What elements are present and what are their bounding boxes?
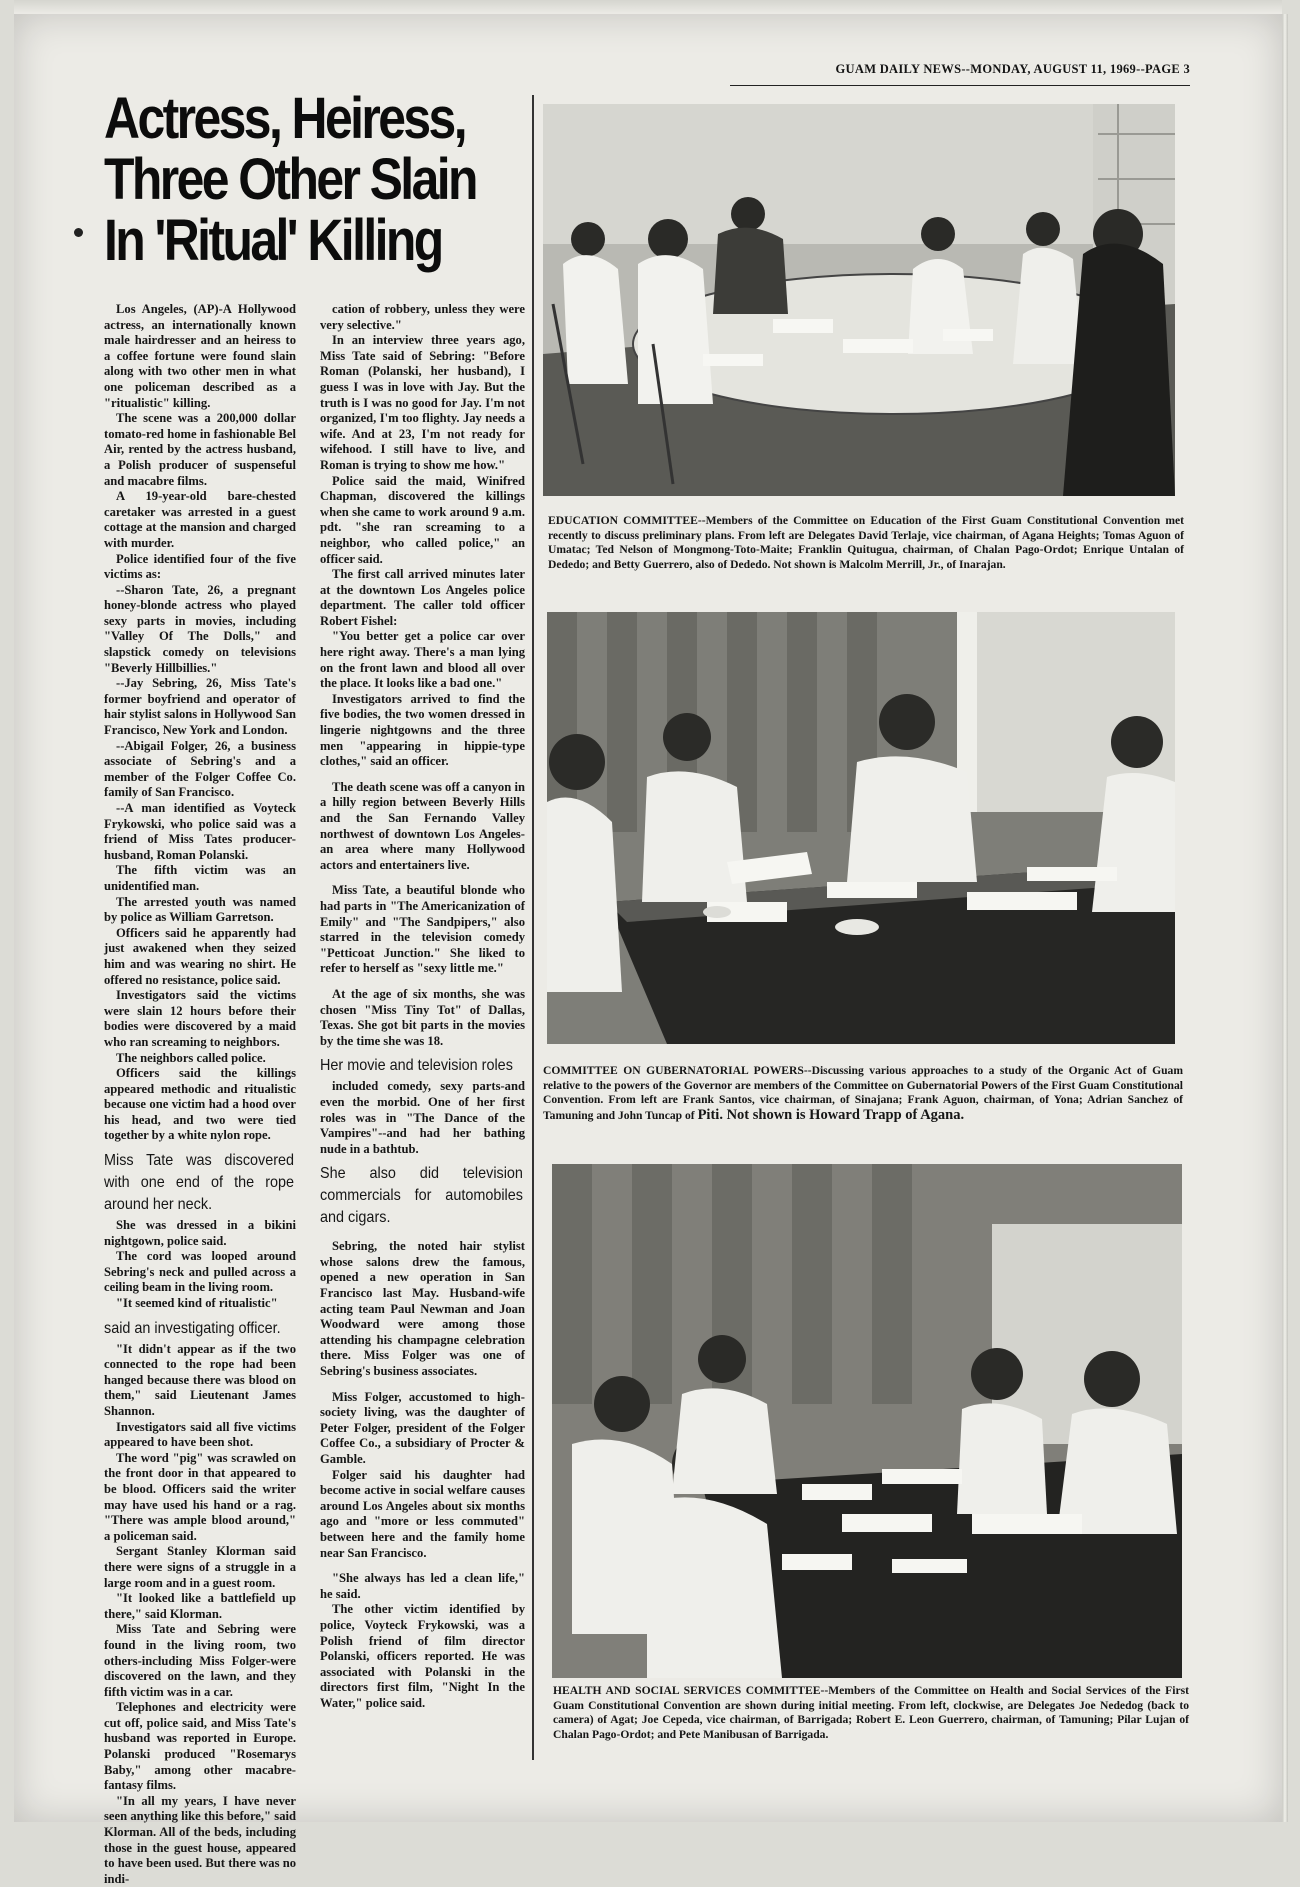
paper-right-edge [1282,14,1288,1822]
caption-health: HEALTH AND SOCIAL SERVICES COMMITTEE--Members of the Committee on Health and Social Services of the First Guam Constitutional Convention are shown during initial meeting. From left, clockwise, are Delegates Joe Nededog (back to camera) of Agat; Joe Cepeda, vice chairman, of Barrigada; Robert E. Leon Guerrero, chairman, of Tamuning; Pilar Lujan of Chalan Pago-Ordot; and Pete Manibusan of Barrigada. [553,1684,1189,1741]
article-paragraph: The cord was looped around Sebring's neck and pulled across a ceiling beam in the living room. [104,1249,296,1295]
article-subhead-2: said an investigating officer. [104,1319,281,1337]
article-paragraph: The arrested youth was named by police as William Garretson. [104,894,296,925]
photo-health-committee [552,1164,1182,1678]
article-paragraph: "You better get a police car over here right away. There's a man lying on the front lawn and blood all over the place. It looks like a bad one." [320,629,525,691]
article-paragraph: Telephones and electricity were cut off, police said, and Miss Tate's husband was reported in Europe. Polanski produced "Rosemarys Baby," among other macabre-fantasy films. [104,1700,296,1793]
article-paragraph: Sergant Stanley Klorman said there were signs of a struggle in a large room and in a guest room. [104,1544,296,1590]
article-paragraph: --Sharon Tate, 26, a pregnant honey-blonde actress who played sexy parts in movies, including "Valley Of The Dolls," and slapstick comedy on televisions "Beverly Hillbillies." [104,582,296,675]
article-paragraph: --Jay Sebring, 26, Miss Tate's former boyfriend and operator of hair stylist salons in Hollywood San Francisco, New York and London. [104,676,296,738]
article-paragraph: The scene was a 200,000 dollar tomato-red home in fashionable Bel Air, rented by the actress husband, a Polish producer of suspenseful and macabre films. [104,411,296,488]
article-paragraph: Miss Tate, a beautiful blonde who had parts in "The Americanization of Emily" and "The Sandpipers," also starred in the television comedy "Petticoat Junction." She liked to refer to herself as "sexy little me." [320,883,525,976]
article-paragraph: cation of robbery, unless they were very selective." [320,302,525,332]
caption-gubernatorial [543,1064,1183,1123]
article-paragraph: The fifth victim was an unidentified man. [104,863,296,893]
article-paragraph: A 19-year-old bare-chested caretaker was arrested in a guest cottage at the mansion and charged with murder. [104,489,296,550]
article-paragraph: "In all my years, I have never seen anything like this before," said Klorman. All of the beds, including those in the guest house, appeared to have been used. But there was no indi- [104,1793,296,1886]
article-paragraph: Officers said he apparently had just awakened when they seized him and was wearing no shirt. He offered no resistance, police said. [104,925,296,987]
paper-top-edge [14,0,1282,14]
article-paragraph: The other victim identified by police, Voyteck Frykowski, was a Polish friend of film director Polanski, officers reported. He was associated with Polanski in the directors first film, "Night In the Water," police said. [320,1602,525,1710]
photo-gubernatorial-committee [547,612,1175,1044]
article-paragraph: Sebring, the noted hair stylist whose salons drew the famous, opened a new operation in San Francisco last May. Husband-wife acting team Paul Newman and Joan Woodward were among those attending his champagne celebration there. Miss Folger was one of Sebring's business associates. [320,1239,525,1379]
caption-gubernatorial-text: COMMITTEE ON GUBERNATORIAL POWERS--Discussing various approaches to a study of the Organic Act of Guam relative to the powers of the Governor are members of the Committee on Gubernatorial Powers of the First Guam Constitutional Convention. From left are Frank Santos, vice chairman, of Sinajana; Frank Aguon, chairman, of Yona; Adrian Sanchez of Tamuning and John Tuncap of [543,1064,1183,1122]
headline-line-2: Three Other Slain [104,147,476,212]
article-column-1 [104,302,296,1887]
article-paragraph: The neighbors called police. [116,1050,266,1065]
article-subhead: Miss Tate was discovered with one end of the rope around her neck. [104,1152,295,1214]
article-paragraph: Investigators said the victims were slain 12 hours before their bodies were discovered by a maid who ran screaming to neighbors. [104,988,296,1049]
headline [104,86,476,273]
article-paragraph: Los Angeles, (AP)-A Hollywood actress, an internationally known male hairdresser and an heiress to a coffee fortune were found slain along with two other men in what one policeman described as a "ritualistic" killing. [104,302,296,410]
article-paragraph: Police said the maid, Winifred Chapman, discovered the killings when she came to work around 9 a.m. pdt. "she ran screaming to a neighbor, who called police," an officer said. [320,473,525,566]
caption-gubernatorial-tail: Piti. Not shown is Howard Trapp of Agana. [697,1106,965,1123]
column-rule [532,95,534,1760]
article-paragraph: The word "pig" was scrawled on the front door in that appeared to be blood. Officers said the writer may have used his hand or a rag. "There was ample blood around," a policeman said. [104,1450,296,1543]
article-paragraph: Folger said his daughter had become active in social welfare causes around Los Angeles about six months ago and "more or less commuted" between here and the family home near San Francisco. [320,1467,525,1560]
article-paragraph: The first call arrived minutes later at the downtown Los Angeles police department. The caller told officer Robert Fishel: [320,567,525,628]
article-paragraph: At the age of six months, she was chosen "Miss Tiny Tot" of Dallas, Texas. She got bit parts in the movies by the time she was 18. [320,986,525,1048]
article-subhead-4: She also did television commercials for automobiles and cigars. [320,1165,523,1227]
article-paragraph: Police identified four of the five victims as: [104,551,296,582]
caption-education: EDUCATION COMMITTEE--Members of the Committee on Education of the First Guam Constitutional Convention met recently to discuss preliminary plans. From left are Delegates David Terlaje, vice chairman, of Agana Heights; Tomas Aguon of Umatac; Ted Nelson of Mongmong-Toto-Maite; Franklin Quitugua, chairman, of Chalan Pago-Ordot; Enrique Untalan of Dededo; and Betty Guerrero, also of Dededo. Not shown is Malcolm Merrill, Jr., of Inarajan. [548,514,1184,571]
article-paragraph: In an interview three years ago, Miss Tate said of Sebring: "Before Roman (Polanski, her husband), I guess I was in love with Jay. But the truth is I was no good for Jay. I'm not organized, I'm too flighty. Jay needs a wife. And at 23, I'm not ready for wifehood. I still have to live, and Roman is trying to show me how." [320,333,525,472]
article-subhead-3: Her movie and television roles [320,1057,513,1075]
article-paragraph: "She always has led a clean life," he said. [320,1571,525,1601]
article-paragraph: --A man identified as Voyteck Frykowski, who police said was a friend of Miss Tates producer-husband, Roman Polanski. [104,801,296,862]
article-paragraph: Officers said the killings appeared methodic and ritualistic because one victim had a hood over his head, and two were tied together by a white nylon rope. [104,1066,296,1143]
article-paragraph: Miss Tate and Sebring were found in the living room, two others-including Miss Folger-were discovered on the lawn, and they fifth victim was in a car. [104,1622,296,1699]
article-paragraph: --Abigail Folger, 26, a business associate of Sebring's and a member of the Folger Coffee Co. family of San Francisco. [104,738,296,800]
article-paragraph: The death scene was off a canyon in a hilly region between Beverly Hills and the San Fernando Valley northwest of downtown Los Angeles-an area where many Hollywood actors and entertainers live. [320,779,525,872]
article-paragraph: "It didn't appear as if the two connected to the rope had been hanged because there was blood on them," said Lieutenant James Shannon. [104,1341,296,1418]
article-paragraph: "It looked like a battlefield up there," said Klorman. [104,1591,296,1621]
bullet-mark [74,228,83,237]
article-paragraph: Investigators arrived to find the five bodies, the two women dressed in lingerie nightgowns and the three men "appearing in hippie-type clothes," said an officer. [320,691,525,769]
masthead: GUAM DAILY NEWS--MONDAY, AUGUST 11, 1969--PAGE 3 [730,62,1190,86]
photo-education-committee [543,104,1175,496]
headline-line-1: Actress, Heiress, [104,86,465,151]
headline-line-3: In 'Ritual' Killing [104,208,442,273]
article-paragraph: included comedy, sexy parts-and even the morbid. One of her first roles was in "The Dance of the Vampires"--and had her bathing nude in a bathtub. [320,1079,525,1156]
article-paragraph: "It seemed kind of ritualistic" [116,1296,278,1311]
article-paragraph: She was dressed in a bikini nightgown, police said. [104,1218,296,1248]
article-column-2 [320,302,525,1712]
article-paragraph: Investigators said all five victims appeared to have been shot. [104,1419,296,1450]
article-paragraph: Miss Folger, accustomed to high-society living, was the daughter of Peter Folger, president of the Folger Coffee Co., a subsidiary of Procter & Gamble. [320,1389,525,1466]
